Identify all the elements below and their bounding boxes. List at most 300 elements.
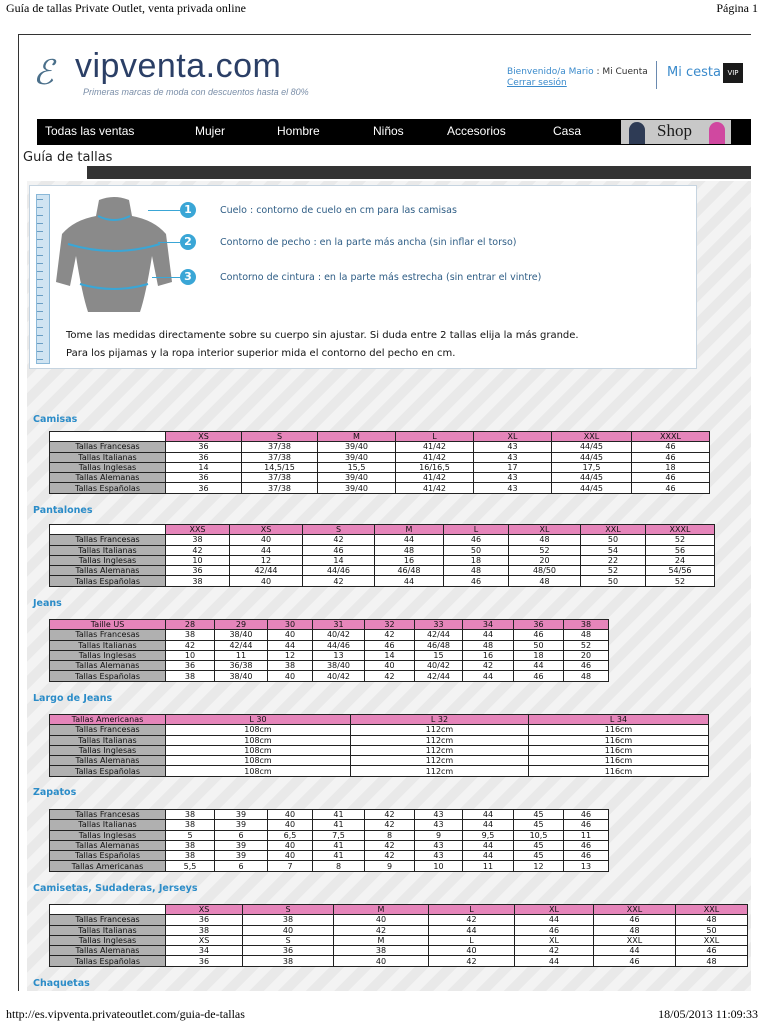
- size-cell: 20: [509, 555, 581, 565]
- table-row: [50, 442, 710, 452]
- nav-item-accesorios[interactable]: Accesorios: [447, 124, 506, 138]
- row-label-cell: Tallas Alemanas: [50, 473, 166, 483]
- size-cell: 46: [444, 576, 509, 586]
- size-cell: 52: [509, 545, 581, 555]
- web-page: [18, 34, 751, 991]
- row-label-cell: Tallas Alemanas: [50, 840, 166, 850]
- size-cell: 46: [514, 671, 564, 681]
- size-cell: 38/40: [313, 661, 365, 671]
- size-cell: 42: [334, 925, 429, 935]
- size-cell: 46: [564, 810, 609, 820]
- leader-line-2: [158, 242, 180, 243]
- size-cell: S: [243, 935, 334, 945]
- size-header-cell: XXL: [581, 525, 646, 535]
- size-cell: 17,5: [552, 462, 632, 472]
- size-cell: 24: [646, 555, 715, 565]
- nav-item-mujer[interactable]: Mujer: [195, 124, 226, 138]
- size-cell: 9: [365, 861, 415, 871]
- size-cell: 112cm: [351, 745, 529, 755]
- size-header-cell: S: [243, 905, 334, 915]
- size-cell: 36: [166, 473, 242, 483]
- size-header-cell: 33: [415, 620, 463, 630]
- nav-item-ninos[interactable]: Niños: [373, 124, 404, 138]
- print-datetime: 18/05/2013 11:09:33: [658, 1007, 758, 1021]
- row-label-cell: Tallas Francesas: [50, 535, 166, 545]
- size-cell: 16: [463, 650, 514, 660]
- size-cell: 50: [676, 925, 748, 935]
- size-header-cell: M: [375, 525, 444, 535]
- size-cell: 52: [581, 566, 646, 576]
- section-title-jeans: Jeans: [33, 598, 62, 609]
- size-cell: 48: [444, 566, 509, 576]
- size-cell: 37/38: [242, 442, 318, 452]
- table-row: [50, 452, 710, 462]
- row-label-cell: Tallas Italianas: [50, 735, 166, 745]
- row-label-cell: Tallas Italianas: [50, 925, 166, 935]
- row-label-cell: Tallas Inglesas: [50, 745, 166, 755]
- size-cell: 38: [166, 840, 215, 850]
- size-cell: 11: [463, 861, 514, 871]
- size-cell: 116cm: [529, 725, 709, 735]
- size-cell: 46: [632, 442, 710, 452]
- table-row: [50, 810, 609, 820]
- section-title-chaquetas: Chaquetas: [33, 978, 90, 989]
- size-cell: 14: [303, 555, 375, 565]
- size-cell: 42: [365, 630, 415, 640]
- size-cell: XL: [515, 935, 594, 945]
- size-cell: 13: [564, 861, 609, 871]
- size-cell: 44: [515, 956, 594, 966]
- size-cell: 116cm: [529, 756, 709, 766]
- size-cell: 43: [474, 473, 552, 483]
- table-row: [50, 650, 609, 660]
- size-cell: 10: [166, 555, 230, 565]
- size-cell: 48: [564, 630, 609, 640]
- my-account-link[interactable]: Mi Cuenta: [602, 67, 648, 77]
- size-cell: 112cm: [351, 725, 529, 735]
- row-label-cell: Tallas Españolas: [50, 576, 166, 586]
- size-cell: 48: [463, 640, 514, 650]
- size-cell: 42/44: [415, 671, 463, 681]
- size-header-cell: XXL: [552, 432, 632, 442]
- size-cell: 116cm: [529, 766, 709, 776]
- row-label-cell: Tallas Italianas: [50, 545, 166, 555]
- table-row: [50, 535, 715, 545]
- size-cell: 41: [313, 810, 365, 820]
- size-cell: 9,5: [463, 830, 514, 840]
- print-url: http://es.vipventa.privateoutlet.com/guia-de-tallas: [6, 1007, 245, 1021]
- table-row: [50, 545, 715, 555]
- size-cell: 44: [463, 840, 514, 850]
- row-label-cell: Tallas Inglesas: [50, 555, 166, 565]
- size-cell: 108cm: [166, 725, 351, 735]
- size-cell: 12: [230, 555, 303, 565]
- size-cell: 48: [509, 535, 581, 545]
- row-label-cell: Tallas Españolas: [50, 671, 166, 681]
- size-cell: 12: [514, 861, 564, 871]
- welcome-separator: :: [596, 67, 603, 77]
- header-divider: [656, 61, 657, 89]
- size-cell: 40: [243, 925, 334, 935]
- size-cell: 39/40: [318, 452, 396, 462]
- row-label-cell: Tallas Españolas: [50, 483, 166, 493]
- size-cell: 10,5: [514, 830, 564, 840]
- size-cell: 41/42: [396, 473, 474, 483]
- size-cell: 17: [474, 462, 552, 472]
- size-cell: 6: [215, 830, 268, 840]
- size-header-cell: XXXL: [646, 525, 715, 535]
- table-row: [50, 640, 609, 650]
- size-cell: 36: [166, 483, 242, 493]
- size-cell: 44/45: [552, 483, 632, 493]
- size-cell: 8: [313, 861, 365, 871]
- size-cell: 44/45: [552, 442, 632, 452]
- size-cell: 44/46: [303, 566, 375, 576]
- size-cell: 44: [268, 640, 313, 650]
- size-cell: 36: [166, 442, 242, 452]
- size-cell: 41: [313, 820, 365, 830]
- table-header-row: [50, 525, 715, 535]
- table-row: [50, 935, 748, 945]
- size-cell: 44: [429, 925, 515, 935]
- size-cell: 116cm: [529, 735, 709, 745]
- guide-note-2: Para los pijamas y la ropa interior superior mida el contorno del pecho en cm.: [66, 348, 456, 359]
- size-header-cell: XS: [166, 905, 243, 915]
- size-cell: 52: [564, 640, 609, 650]
- size-cell: 16/16,5: [396, 462, 474, 472]
- size-cell: 38: [334, 946, 429, 956]
- table-row: [50, 576, 715, 586]
- size-cell: 54: [581, 545, 646, 555]
- section-title-pantalones: Pantalones: [33, 505, 93, 516]
- size-cell: 38: [166, 671, 215, 681]
- nav-item-hombre[interactable]: Hombre: [277, 124, 320, 138]
- title-bar: [87, 166, 751, 179]
- size-cell: 45: [514, 810, 564, 820]
- size-cell: 38: [268, 661, 313, 671]
- step-text-2: Contorno de pecho : en la parte más ancha (sin inflar el torso): [220, 237, 517, 248]
- size-cell: 41/42: [396, 452, 474, 462]
- size-cell: 42/44: [230, 566, 303, 576]
- size-cell: 38: [166, 851, 215, 861]
- size-cell: 10: [166, 650, 215, 660]
- size-cell: 44: [515, 915, 594, 925]
- size-header-cell: L 32: [351, 715, 529, 725]
- size-cell: 42/44: [215, 640, 268, 650]
- size-cell: 44: [514, 661, 564, 671]
- size-header-cell: M: [318, 432, 396, 442]
- size-cell: 40: [268, 810, 313, 820]
- size-cell: 43: [415, 851, 463, 861]
- size-cell: 42: [166, 640, 215, 650]
- size-header-cell: 38: [564, 620, 609, 630]
- size-cell: 42: [429, 915, 515, 925]
- table-row: [50, 861, 609, 871]
- size-cell: 45: [514, 840, 564, 850]
- size-cell: 36: [243, 946, 334, 956]
- size-cell: 41: [313, 840, 365, 850]
- size-header-cell: XL: [515, 905, 594, 915]
- size-cell: 42: [365, 671, 415, 681]
- size-cell: 38: [166, 810, 215, 820]
- size-cell: 39/40: [318, 483, 396, 493]
- size-cell: 9: [415, 830, 463, 840]
- size-cell: 48: [676, 956, 748, 966]
- size-cell: 46: [594, 915, 676, 925]
- size-cell: XXL: [676, 935, 748, 945]
- table-row: [50, 915, 748, 925]
- size-header-cell: 32: [365, 620, 415, 630]
- header-label-cell: [50, 525, 166, 535]
- size-cell: 10: [415, 861, 463, 871]
- size-cell: 44: [463, 820, 514, 830]
- table-header-row: [50, 715, 709, 725]
- size-header-cell: L: [396, 432, 474, 442]
- size-cell: 46: [564, 661, 609, 671]
- header-label-cell: [50, 905, 166, 915]
- logo-swirl-icon: ℰ: [33, 55, 54, 92]
- row-label-cell: Tallas Francesas: [50, 630, 166, 640]
- size-cell: 5: [166, 830, 215, 840]
- leader-line-1: [148, 210, 180, 211]
- size-cell: 41: [313, 851, 365, 861]
- table-row: [50, 766, 709, 776]
- size-cell: 46: [514, 630, 564, 640]
- size-cell: 46: [676, 946, 748, 956]
- row-label-cell: Tallas Italianas: [50, 640, 166, 650]
- size-cell: XS: [166, 935, 243, 945]
- size-cell: 112cm: [351, 766, 529, 776]
- row-label-cell: Tallas Alemanas: [50, 661, 166, 671]
- size-cell: 22: [581, 555, 646, 565]
- size-cell: 45: [514, 820, 564, 830]
- shop-banner[interactable]: [621, 120, 731, 144]
- table-row: [50, 566, 715, 576]
- size-header-cell: XL: [509, 525, 581, 535]
- nav-item-todas[interactable]: Todas las ventas: [45, 124, 135, 138]
- table-row: [50, 671, 609, 681]
- size-cell: 42/44: [415, 630, 463, 640]
- size-cell: 46: [564, 840, 609, 850]
- size-cell: 38: [166, 925, 243, 935]
- size-cell: 7,5: [313, 830, 365, 840]
- leader-line-3: [152, 277, 180, 278]
- size-cell: 39: [215, 851, 268, 861]
- size-cell: 52: [646, 576, 715, 586]
- size-cell: 56: [646, 545, 715, 555]
- table-row: [50, 956, 748, 966]
- size-cell: 108cm: [166, 766, 351, 776]
- welcome-block: [507, 67, 648, 88]
- size-cell: XXL: [594, 935, 676, 945]
- size-cell: 40/42: [313, 671, 365, 681]
- measuring-tape-icon: [36, 194, 50, 364]
- size-cell: 38: [243, 956, 334, 966]
- size-cell: 36/38: [215, 661, 268, 671]
- size-cell: 38: [166, 630, 215, 640]
- size-cell: 16: [375, 555, 444, 565]
- size-cell: 34: [166, 946, 243, 956]
- size-cell: 18: [514, 650, 564, 660]
- table-row: [50, 483, 710, 493]
- section-title-camisetas-sudaderas-jerseys: Camisetas, Sudaderas, Jerseys: [33, 883, 198, 894]
- size-cell: 38/40: [215, 630, 268, 640]
- size-cell: 44/45: [552, 452, 632, 462]
- size-cell: 14: [365, 650, 415, 660]
- size-cell: 6,5: [268, 830, 313, 840]
- size-cell: 40: [334, 915, 429, 925]
- size-cell: 46: [564, 851, 609, 861]
- size-cell: 15: [415, 650, 463, 660]
- size-cell: 116cm: [529, 745, 709, 755]
- welcome-text: Bienvenido/a Mario: [507, 67, 594, 77]
- row-label-cell: Tallas Francesas: [50, 442, 166, 452]
- guide-note-1: Tome las medidas directamente sobre su cuerpo sin ajustar. Si duda entre 2 tallas elija la más grande.: [66, 330, 579, 341]
- size-cell: 43: [415, 840, 463, 850]
- size-cell: 44: [463, 851, 514, 861]
- size-cell: 50: [444, 545, 509, 555]
- size-cell: 38: [166, 535, 230, 545]
- size-cell: 18: [444, 555, 509, 565]
- size-cell: 36: [166, 452, 242, 462]
- size-cell: 46: [632, 452, 710, 462]
- size-cell: 46: [632, 483, 710, 493]
- size-cell: 40: [230, 576, 303, 586]
- size-cell: 39: [215, 810, 268, 820]
- row-label-cell: Tallas Españolas: [50, 766, 166, 776]
- size-cell: 50: [514, 640, 564, 650]
- size-cell: 44: [463, 630, 514, 640]
- size-table-camisetas-sudaderas-jerseys: [49, 904, 748, 967]
- logo-tagline: Primeras marcas de moda con descuentos hasta el 80%: [83, 87, 309, 97]
- size-cell: 54/56: [646, 566, 715, 576]
- main-nav: [37, 119, 751, 145]
- row-label-cell: Tallas Italianas: [50, 820, 166, 830]
- header-label-cell: Taille US: [50, 620, 166, 630]
- table-row: [50, 661, 609, 671]
- row-label-cell: Tallas Americanas: [50, 861, 166, 871]
- size-cell: 37/38: [242, 483, 318, 493]
- print-page-number: Página 1: [716, 1, 758, 15]
- size-cell: 48: [375, 545, 444, 555]
- size-cell: 40: [429, 946, 515, 956]
- row-label-cell: Tallas Italianas: [50, 452, 166, 462]
- size-cell: 48: [509, 576, 581, 586]
- size-cell: 50: [581, 535, 646, 545]
- size-cell: 43: [474, 483, 552, 493]
- size-header-cell: M: [334, 905, 429, 915]
- size-header-cell: XXL: [594, 905, 676, 915]
- size-cell: 11: [564, 830, 609, 840]
- size-header-cell: S: [242, 432, 318, 442]
- size-cell: 48: [564, 671, 609, 681]
- size-cell: 48: [676, 915, 748, 925]
- size-header-cell: S: [303, 525, 375, 535]
- size-cell: 40: [268, 630, 313, 640]
- table-row: [50, 725, 709, 735]
- size-cell: 14: [166, 462, 242, 472]
- table-row: [50, 473, 710, 483]
- logout-link[interactable]: Cerrar sesión: [507, 78, 567, 88]
- size-cell: 46/48: [375, 566, 444, 576]
- size-cell: 11: [215, 650, 268, 660]
- size-cell: 40: [268, 851, 313, 861]
- size-cell: 48/50: [509, 566, 581, 576]
- table-header-row: [50, 432, 710, 442]
- table-row: [50, 735, 709, 745]
- section-title-camisas: Camisas: [33, 414, 78, 425]
- size-guide-content: [27, 181, 751, 991]
- size-cell: 38: [243, 915, 334, 925]
- size-cell: 50: [581, 576, 646, 586]
- size-cell: 40: [268, 840, 313, 850]
- size-header-cell: XXS: [166, 525, 230, 535]
- table-row: [50, 851, 609, 861]
- size-cell: 12: [268, 650, 313, 660]
- cart-link[interactable]: Mi cesta: [667, 65, 721, 80]
- logo-text: vipventa.com: [75, 47, 282, 85]
- size-cell: 39/40: [318, 473, 396, 483]
- header-label-cell: Tallas Americanas: [50, 715, 166, 725]
- size-cell: 112cm: [351, 756, 529, 766]
- size-cell: 48: [594, 925, 676, 935]
- size-cell: 46: [303, 545, 375, 555]
- size-table-largo-de-jeans: [49, 714, 709, 777]
- measurement-guide: [29, 185, 697, 369]
- size-cell: 36: [166, 566, 230, 576]
- row-label-cell: Tallas Españolas: [50, 851, 166, 861]
- size-cell: 37/38: [242, 452, 318, 462]
- size-cell: 42: [365, 820, 415, 830]
- print-header: [0, 0, 768, 16]
- size-cell: 39: [215, 820, 268, 830]
- size-cell: 46/48: [415, 640, 463, 650]
- size-cell: 39/40: [318, 442, 396, 452]
- nav-item-casa[interactable]: Casa: [553, 124, 582, 138]
- size-header-cell: L 34: [529, 715, 709, 725]
- table-row: [50, 756, 709, 766]
- row-label-cell: Tallas Alemanas: [50, 946, 166, 956]
- size-cell: 42: [515, 946, 594, 956]
- size-header-cell: XS: [230, 525, 303, 535]
- row-label-cell: Tallas Alemanas: [50, 566, 166, 576]
- size-header-cell: L 30: [166, 715, 351, 725]
- man-figure-icon: [629, 122, 645, 144]
- size-cell: 44: [463, 810, 514, 820]
- size-cell: 8: [365, 830, 415, 840]
- size-cell: 13: [313, 650, 365, 660]
- site-logo[interactable]: [33, 43, 323, 103]
- size-table-camisas: [49, 431, 710, 494]
- size-cell: 46: [594, 956, 676, 966]
- header-label-cell: [50, 432, 166, 442]
- size-cell: 40/42: [313, 630, 365, 640]
- size-cell: 52: [646, 535, 715, 545]
- size-cell: 36: [166, 915, 243, 925]
- page-title: Guía de tallas: [23, 150, 113, 165]
- torso-illustration: [54, 194, 174, 314]
- size-cell: 108cm: [166, 735, 351, 745]
- size-cell: 38: [166, 820, 215, 830]
- table-row: [50, 745, 709, 755]
- size-cell: 37/38: [242, 473, 318, 483]
- size-cell: 41/42: [396, 483, 474, 493]
- print-footer: [0, 1004, 768, 1024]
- size-cell: 44: [375, 576, 444, 586]
- size-header-cell: XS: [166, 432, 242, 442]
- cart-bag-icon[interactable]: VIP: [723, 63, 743, 83]
- table-row: [50, 462, 710, 472]
